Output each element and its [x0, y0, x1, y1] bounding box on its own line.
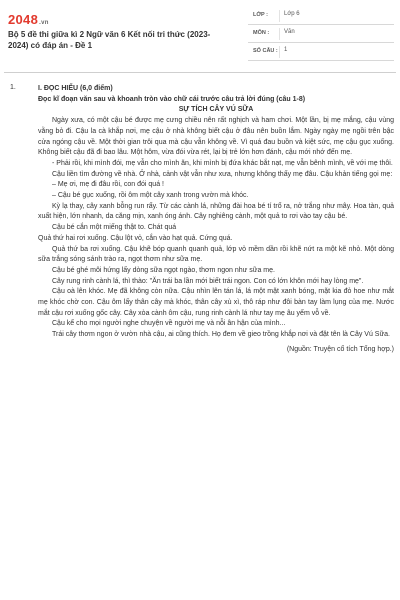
- question-content: [38, 84, 394, 356]
- instruction: Đọc kĩ đoạn văn sau và khoanh tròn vào chữ cái trước câu trả lời đúng (câu 1-8): [38, 95, 306, 103]
- paragraph: Cây rung rinh cành lá, thì thào: "Ăn trái ba lần mới biết trái ngon. Con có lớn khôn mới hay lòng mẹ".: [52, 277, 364, 285]
- info-value: Văn: [284, 29, 295, 35]
- site-logo[interactable]: [8, 12, 49, 27]
- paragraph: Cậu bé ghé môi hứng lấy dòng sữa ngọt ngào, thơm ngon như sữa mẹ.: [52, 266, 275, 274]
- info-divider: [279, 28, 280, 40]
- info-value: 1: [284, 47, 288, 53]
- info-label: MÔN :: [253, 30, 270, 36]
- info-value: Lớp 6: [284, 11, 300, 17]
- section-heading: I. ĐỌC HIỂU (6,0 điểm): [38, 85, 113, 92]
- paragraph: Ngày xưa, có một cậu bé được mẹ cưng chiều nên rất nghịch và ham chơi. Một lần, bị mẹ mắng, cậu vùng vằng bỏ đi. Cậu la cà khắp nơi, mẹ cậu ở nhà không biết cậu ở đâu nên buồn lắm. Ngày ngày mẹ ngồi trên bậc cửa ngóng cậu về. Một thời gian trôi qua mà cậu vẫn không về. Vì quá đau buồn và kiệt sức, mẹ cậu gục xuống. Không biết cậu đã đi bao lâu. Một hôm, vừa đói vừa rét, lại bị trẻ lớn hơn đánh, cậu mới nhớ đến mẹ.: [38, 117, 394, 157]
- paragraph: Kỳ lạ thay, cây xanh bỗng run rẩy. Từ các cành lá, những đài hoa bé tí trổ ra, nở trắng như mây. Hoa tàn, quả xuất hiện, lớn nhanh, da căng mịn, xanh óng ánh. Cây nghiêng cành, một quả to rơi vào tay cậu bé.: [38, 202, 394, 221]
- paragraph: Cậu liền tìm đường về nhà. Ở nhà, cảnh vật vẫn như xưa, nhưng không thấy mẹ đâu. Cậu khản tiếng gọi mẹ:: [52, 170, 393, 178]
- document-title: Bộ 5 đề thi giữa kì 2 Ngữ văn 6 Kết nối tri thức (2023-2024) có đáp án - Đề 1: [8, 30, 211, 50]
- paragraph: – Mẹ ơi, mẹ đi đâu rồi, con đói quá !: [52, 181, 164, 189]
- paragraph: Cậu oà lên khóc. Mẹ đã không còn nữa. Cậu nhìn lên tán lá, lá một mặt xanh bóng, mặt kia đỏ hoe như mắt mẹ khóc chờ con. Cậu ôm lấy thân cây mà khóc, thân cây xù xì, thô ráp như đôi bàn tay làm lụng của mẹ. Nước mắt cậu rơi xuống gốc cây. Cây xòa cành ôm cậu, rung rinh cành lá như tay mẹ âu yếm vỗ về.: [38, 288, 394, 317]
- paragraph: – Cậu bé gục xuống, rồi ôm một cây xanh trong vườn mà khóc.: [52, 192, 249, 200]
- logo-suffix: .vn: [39, 20, 49, 26]
- info-row-class: [248, 8, 394, 25]
- paragraph: - Phải rồi, khi mình đói, mẹ vẫn cho mình ăn, khi mình bị đứa khác bắt nạt, mẹ vẫn bênh mình, về với mẹ thôi.: [52, 159, 393, 167]
- info-row-question-count: [248, 44, 394, 61]
- story-title: SỰ TÍCH CÂY VÚ SỮA: [178, 106, 254, 114]
- paragraph: Cậu kể cho mọi người nghe chuyện về người mẹ và nỗi ân hận của mình...: [52, 320, 286, 328]
- question-number: 1.: [10, 84, 16, 91]
- header: [0, 0, 400, 66]
- paragraph: Quả thứ hai rơi xuống. Cậu lột vỏ, cắn vào hạt quả. Cứng quá.: [38, 234, 233, 242]
- info-divider: [279, 46, 280, 58]
- logo-text: 2048: [8, 12, 39, 27]
- paragraph: Trái cây thơm ngon ở vườn nhà cậu, ai cũng thích. Họ đem về gieo trồng khắp nơi và đặt tên là Cây Vú Sữa.: [52, 331, 390, 339]
- info-row-subject: [248, 26, 394, 43]
- paragraph: Quả thứ ba rơi xuống. Cậu khẽ bóp quanh quanh quả, lớp vỏ mềm dần rồi khẽ nứt ra một kẽ nhỏ. Một dòng sữa trắng sóng sánh trào ra, ngọt thơm như sữa mẹ.: [38, 245, 394, 264]
- source-citation: (Nguồn: Truyện cổ tích Tổng hợp.): [286, 345, 394, 353]
- paragraph: Cậu bé cắn một miếng thật to. Chát quá: [52, 224, 177, 232]
- info-divider: [279, 10, 280, 22]
- info-label: LỚP :: [253, 12, 268, 18]
- info-label: SỐ CÂU :: [253, 48, 278, 54]
